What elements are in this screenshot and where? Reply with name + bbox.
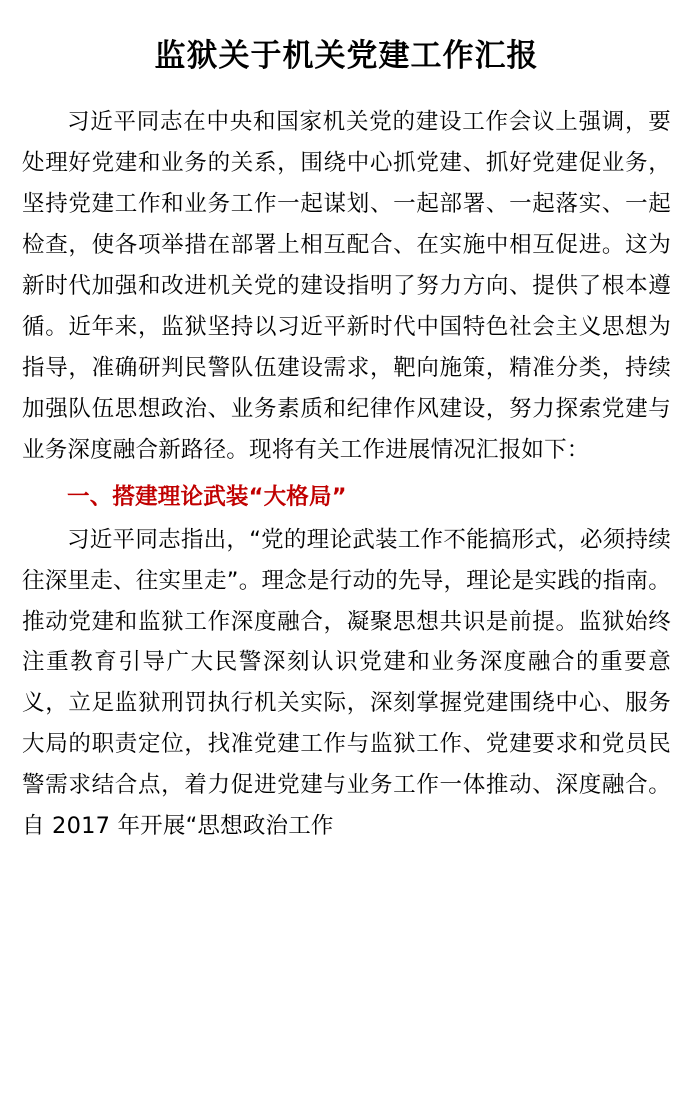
page-title: 监狱关于机关党建工作汇报 bbox=[154, 38, 539, 74]
section-heading-one: 一、搭建理论武装“大格局” bbox=[67, 483, 347, 510]
body-paragraph: 习近平同志指出，“党的理论武装工作不能搞形式，必须持续往深里走、往实里走”。理念是行动的先导，理论是实践的指南。推动党建和监狱工作深度融合，凝聚思想共识是前提。监狱始终注重教育引导广大民警深刻认识党建和业务深度融合的重要意义，立足监狱刑罚执行机关实际，深刻掌握党建围绕中心、服务大局的职责定位，找准党建工作与监狱工作、党建要求和党员民警需求结合点，着力促进党建与业务工作一体推动、深度融合。自 2017 年开展“思想政治工作 bbox=[22, 526, 671, 840]
body-paragraph: 习近平同志在中央和国家机关党的建设工作会议上强调，要处理好党建和业务的关系，围绕中心抓党建、抓好党建促业务，坚持党建工作和业务工作一起谋划、一起部署、一起落实、一起检查，使各项举措在部署上相互配合、在实施中相互促进。这为新时代加强和改进机关党的建设指明了努力方向、提供了根本遵循。近年来，监狱坚持以习近平新时代中国特色社会主义思想为指导，准确研判民警队伍建设需求，靶向施策，精准分类，持续加强队伍思想政治、业务素质和纪律作风建设，努力探索党建与业务深度融合新路径。现将有关工作进展情况汇报如下： bbox=[22, 109, 671, 463]
